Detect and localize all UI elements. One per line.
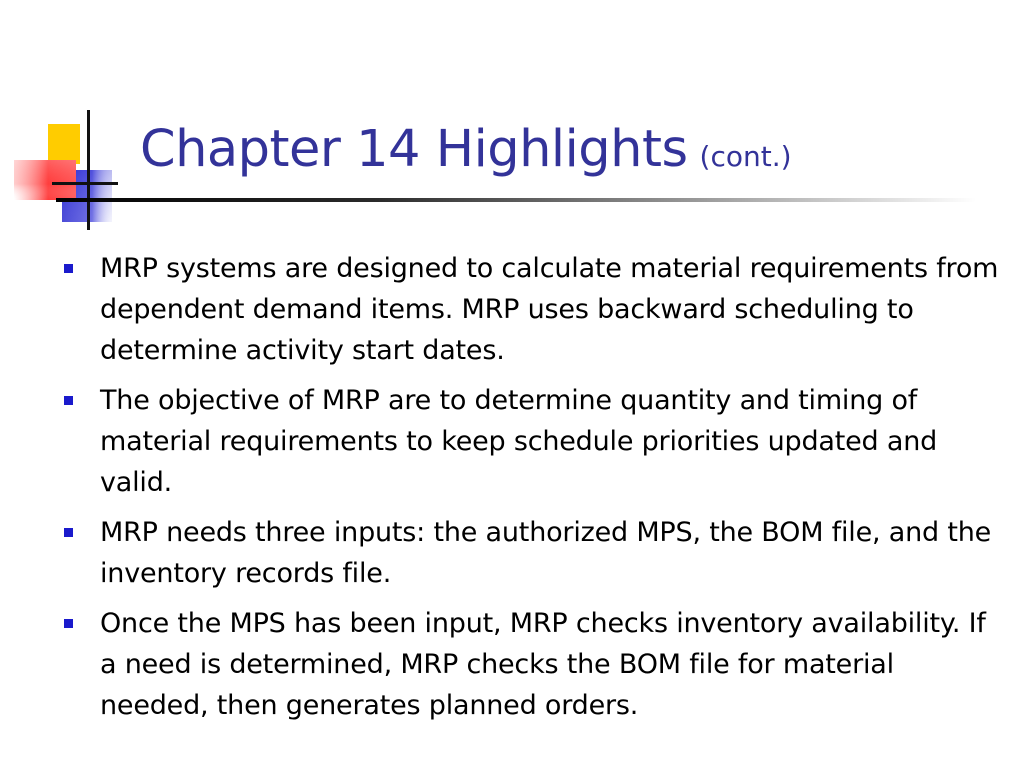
bullet-square-icon [64, 264, 73, 273]
bullet-square-icon [64, 619, 73, 628]
deco-yellow-square [48, 124, 80, 164]
bullet-item [60, 512, 1000, 594]
bullet-text: MRP systems are designed to calculate material requirements from dependent demand items. MRP uses backward scheduling to determine activity start dates. [100, 253, 999, 366]
deco-horizontal-line [52, 182, 118, 185]
title-text: Chapter 14 Highlights [140, 120, 688, 179]
bullet-text: MRP needs three inputs: the authorized MPS, the BOM file, and the inventory records file. [100, 517, 992, 589]
bullet-text: The objective of MRP are to determine quantity and timing of material requirements to keep schedule priorities updated and valid. [100, 385, 938, 498]
deco-vertical-line [87, 110, 90, 230]
bullet-item [60, 248, 1000, 371]
decorative-logo [0, 0, 160, 240]
bullet-square-icon [64, 528, 73, 537]
bullet-square-icon [64, 396, 73, 405]
bullet-item [60, 603, 1000, 726]
bullet-text: Once the MPS has been input, MRP checks inventory availability. If a need is determined, MRP checks the BOM file for material needed, then generates planned orders. [100, 608, 986, 721]
bullet-item [60, 380, 1000, 503]
title-suffix: (cont.) [699, 140, 792, 173]
title-divider [56, 198, 976, 202]
slide-title [140, 110, 1000, 190]
bullet-list [60, 248, 1000, 735]
